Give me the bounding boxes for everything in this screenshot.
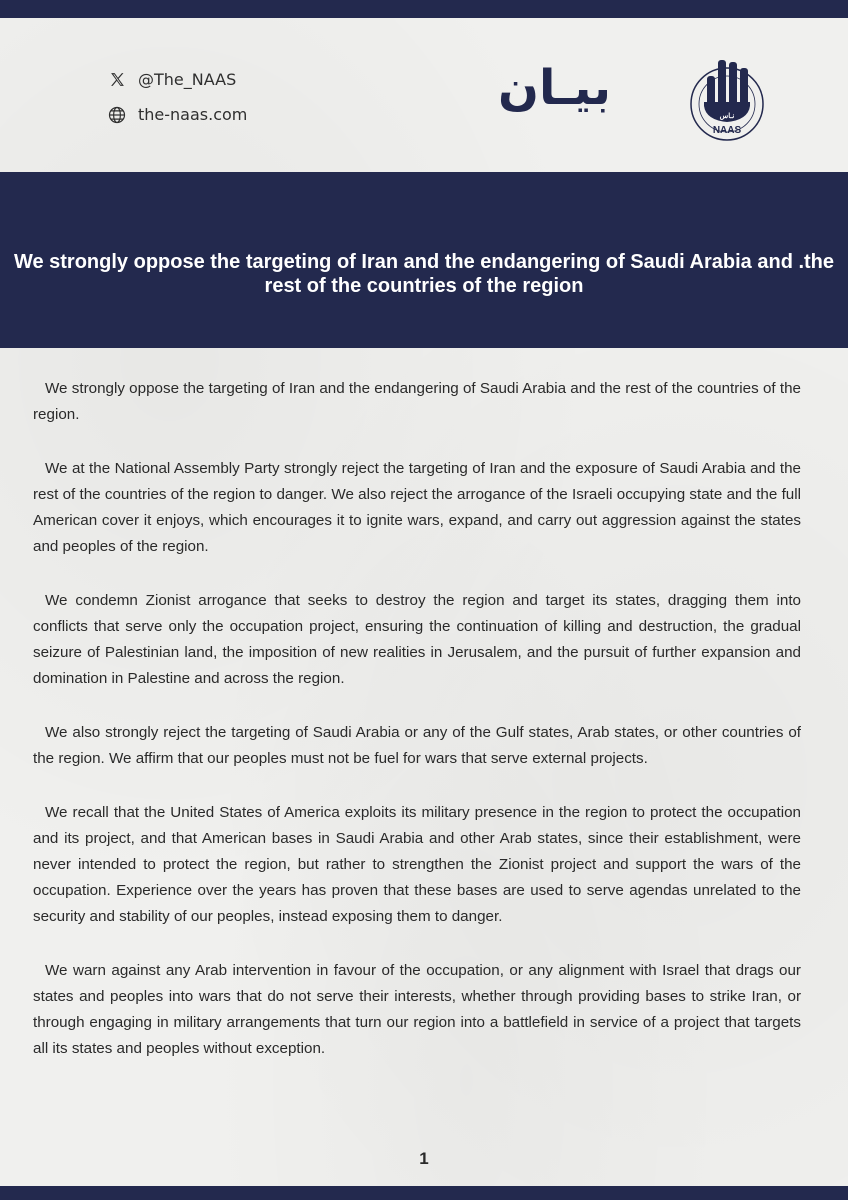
website-row [108, 105, 247, 124]
globe-icon [108, 106, 126, 124]
naas-logo [684, 46, 770, 146]
x-logo-icon [108, 71, 126, 89]
paragraph-6: We warn against any Arab intervention in favour of the occupation, or any alignment with Israel that drags our states and peoples into wars that do not serve their interests, whether through providing bases to strike Iran, or through engaging in military arrangements that turn our region into a battlefield in service of a project that targets all its states and peoples without exception. [33, 962, 801, 1057]
bottom-border-bar [0, 1186, 848, 1200]
paragraph-1: We strongly oppose the targeting of Iran and the endangering of Saudi Arabia and the rest of the countries of the region. [33, 380, 801, 423]
website-text[interactable]: the-naas.com [138, 105, 248, 124]
logo-arabic-name: نـاس [719, 113, 735, 120]
title-band [0, 172, 848, 348]
paragraph-5: We recall that the United States of America exploits its military presence in the region to protect the occupation and its project, and that American bases in Saudi Arabia and other Arab states, since their establishment, were never intended to protect the region, but rather to strengthen the Zionist project and support the wars of the occupation. Experience over the years has proven that these bases are used to serve agendas unrelated to the security and stability of our peoples, instead exposing them to danger. [33, 804, 801, 925]
document-header [0, 18, 848, 172]
paragraph-3: We condemn Zionist arrogance that seeks to destroy the region and target its states, dragging them into conflicts that serve only the occupation project, ensuring the continuation of killing and destruction, the gradual seizure of Palestinian land, the imposition of new realities in Jerusalem, and the pursuit of further expansion and domination in Palestine and across the region. [33, 592, 801, 687]
paragraph-4: We also strongly reject the targeting of Saudi Arabia or any of the Gulf states, Arab states, or other countries of the region. We affirm that our peoples must not be fuel for wars that serve external projects. [33, 724, 801, 767]
paragraph-2: We at the National Assembly Party strongly reject the targeting of Iran and the exposure of Saudi Arabia and the rest of the countries of the region to danger. We also reject the arrogance of the Israeli occupying state and the full American cover it enjoys, which encourages it to ignite wars, expand, and carry out aggression against the states and peoples of the region. [33, 460, 801, 555]
x-handle-text[interactable]: @The_NAAS [138, 70, 237, 89]
top-border-bar [0, 0, 848, 18]
statement-title: We strongly oppose the targeting of Iran and the endangering of Saudi Arabia and .the rest of the countries of the region [13, 251, 835, 297]
statement-body [33, 376, 801, 1090]
x-handle-row [108, 70, 236, 89]
logo-naas-text: NAAS [712, 125, 742, 136]
page-number: 1 [419, 1149, 429, 1168]
arabic-statement-title: بيـان [498, 60, 612, 116]
